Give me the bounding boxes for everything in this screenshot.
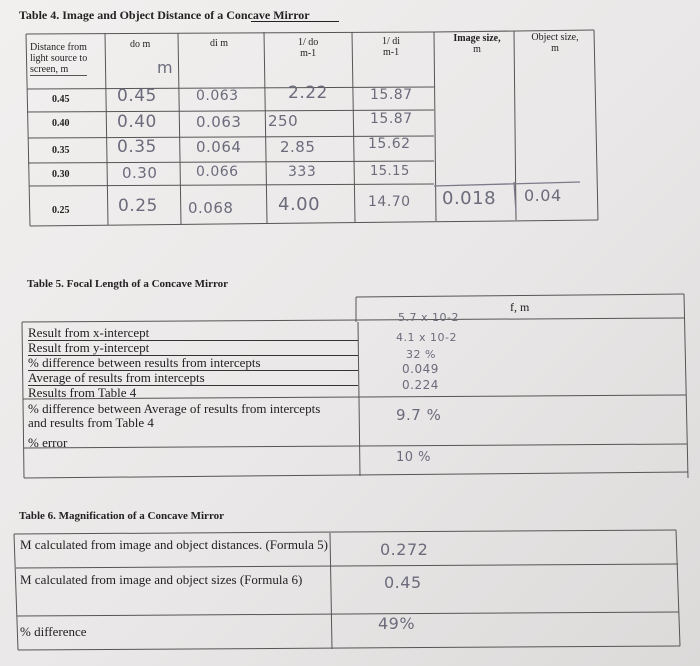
- row-do: 0.45: [117, 86, 157, 106]
- table6-row-label: M calculated from image and object sizes (Formula 6): [20, 572, 303, 587]
- row-di: 0.064: [196, 138, 242, 156]
- row-inv-di: 15.87: [370, 111, 413, 127]
- row-inv-di: 15.87: [370, 87, 413, 103]
- table5-value: 0.049: [402, 362, 439, 376]
- row-distance: 0.30: [52, 169, 70, 180]
- header-do-unit-handwritten: m: [157, 58, 174, 77]
- table5-row-label: Result from x-intercept: [28, 326, 358, 341]
- table6-value: 0.45: [384, 573, 422, 592]
- table5-row-label: % difference between Average of results from intercepts and results from Table 4: [28, 401, 321, 430]
- header-distance: [30, 42, 87, 76]
- table6-row-label: M calculated from image and object distances. (Formula 5): [20, 537, 328, 552]
- table5-row-label: Result from y-intercept: [28, 341, 358, 356]
- header-do: do m: [130, 39, 151, 50]
- row-inv-do: 4.00: [278, 194, 321, 215]
- caption-underline: [251, 21, 339, 22]
- header-image-size: [446, 33, 508, 55]
- header-inv-di-text: 1/ di: [382, 36, 401, 47]
- header-inv-di: [382, 36, 400, 58]
- header-image-size-line1: Image size,: [453, 33, 501, 44]
- table5-value: 0.224: [402, 378, 439, 392]
- header-inv-do: [298, 37, 318, 59]
- table6-value: 49%: [378, 614, 416, 633]
- row-distance: 0.35: [52, 145, 70, 156]
- table5-caption: Table 5. Focal Length of a Concave Mirror: [27, 278, 229, 290]
- header-image-size-line2: m: [473, 44, 481, 55]
- header-distance-line1: Distance from: [30, 42, 87, 53]
- table5-value: 4.1 x 10-2: [396, 331, 457, 344]
- table4-caption: Table 4. Image and Object Distance of a Concave Mirror: [19, 8, 310, 22]
- table5-value: 9.7 %: [396, 406, 442, 424]
- row-distance: 0.40: [52, 118, 70, 129]
- table5-value: 32 %: [406, 348, 436, 361]
- header-inv-di-unit: m-1: [382, 47, 400, 58]
- row-distance: 0.45: [52, 94, 70, 105]
- table5-value: 10 %: [396, 450, 432, 465]
- row-do: 0.40: [117, 112, 157, 132]
- table5-row-label: Average of results from intercepts: [28, 371, 358, 386]
- table6-caption: Table 6. Magnification of a Concave Mirror: [19, 510, 225, 522]
- row-inv-di: 15.15: [370, 164, 410, 179]
- row-di: 0.066: [196, 164, 239, 180]
- table5-row-label: Results from Table 4: [28, 385, 137, 400]
- table5-header: f, m: [510, 300, 530, 314]
- header-object-size-line1: Object size,: [531, 32, 579, 43]
- table5-value: 5.7 x 10-2: [398, 311, 459, 324]
- row-inv-do: 2.85: [280, 138, 316, 156]
- row-di: 0.063: [196, 88, 239, 104]
- table6-value: 0.272: [380, 540, 429, 559]
- row-object-size: 0.04: [524, 186, 562, 205]
- header-distance-line3: screen, m: [30, 64, 87, 76]
- row-inv-do: 250: [268, 112, 299, 130]
- header-inv-do-unit: m-1: [300, 48, 317, 59]
- row-do: 0.35: [117, 137, 157, 157]
- table6-row-label: % difference: [20, 624, 87, 639]
- header-object-size: [522, 32, 588, 54]
- row-distance: 0.25: [52, 205, 70, 216]
- row-inv-do: 2.22: [288, 83, 328, 103]
- header-inv-do-text: 1/ do: [298, 37, 319, 48]
- row-di: 0.063: [196, 113, 242, 131]
- row-image-size: 0.018: [442, 188, 497, 209]
- table5-row-label: % error: [28, 435, 68, 450]
- row-inv-di: 15.62: [368, 136, 411, 152]
- row-inv-di: 14.70: [368, 194, 411, 210]
- header-object-size-line2: m: [551, 43, 559, 54]
- row-do: 0.30: [122, 164, 158, 182]
- row-di: 0.068: [188, 199, 234, 217]
- table5-row-label: % difference between results from intercepts: [28, 356, 358, 371]
- header-di: di m: [210, 38, 229, 49]
- table5-labels: [28, 325, 358, 450]
- header-distance-line2: light source to: [30, 53, 88, 64]
- row-do: 0.25: [118, 196, 158, 216]
- row-inv-do: 333: [288, 164, 317, 180]
